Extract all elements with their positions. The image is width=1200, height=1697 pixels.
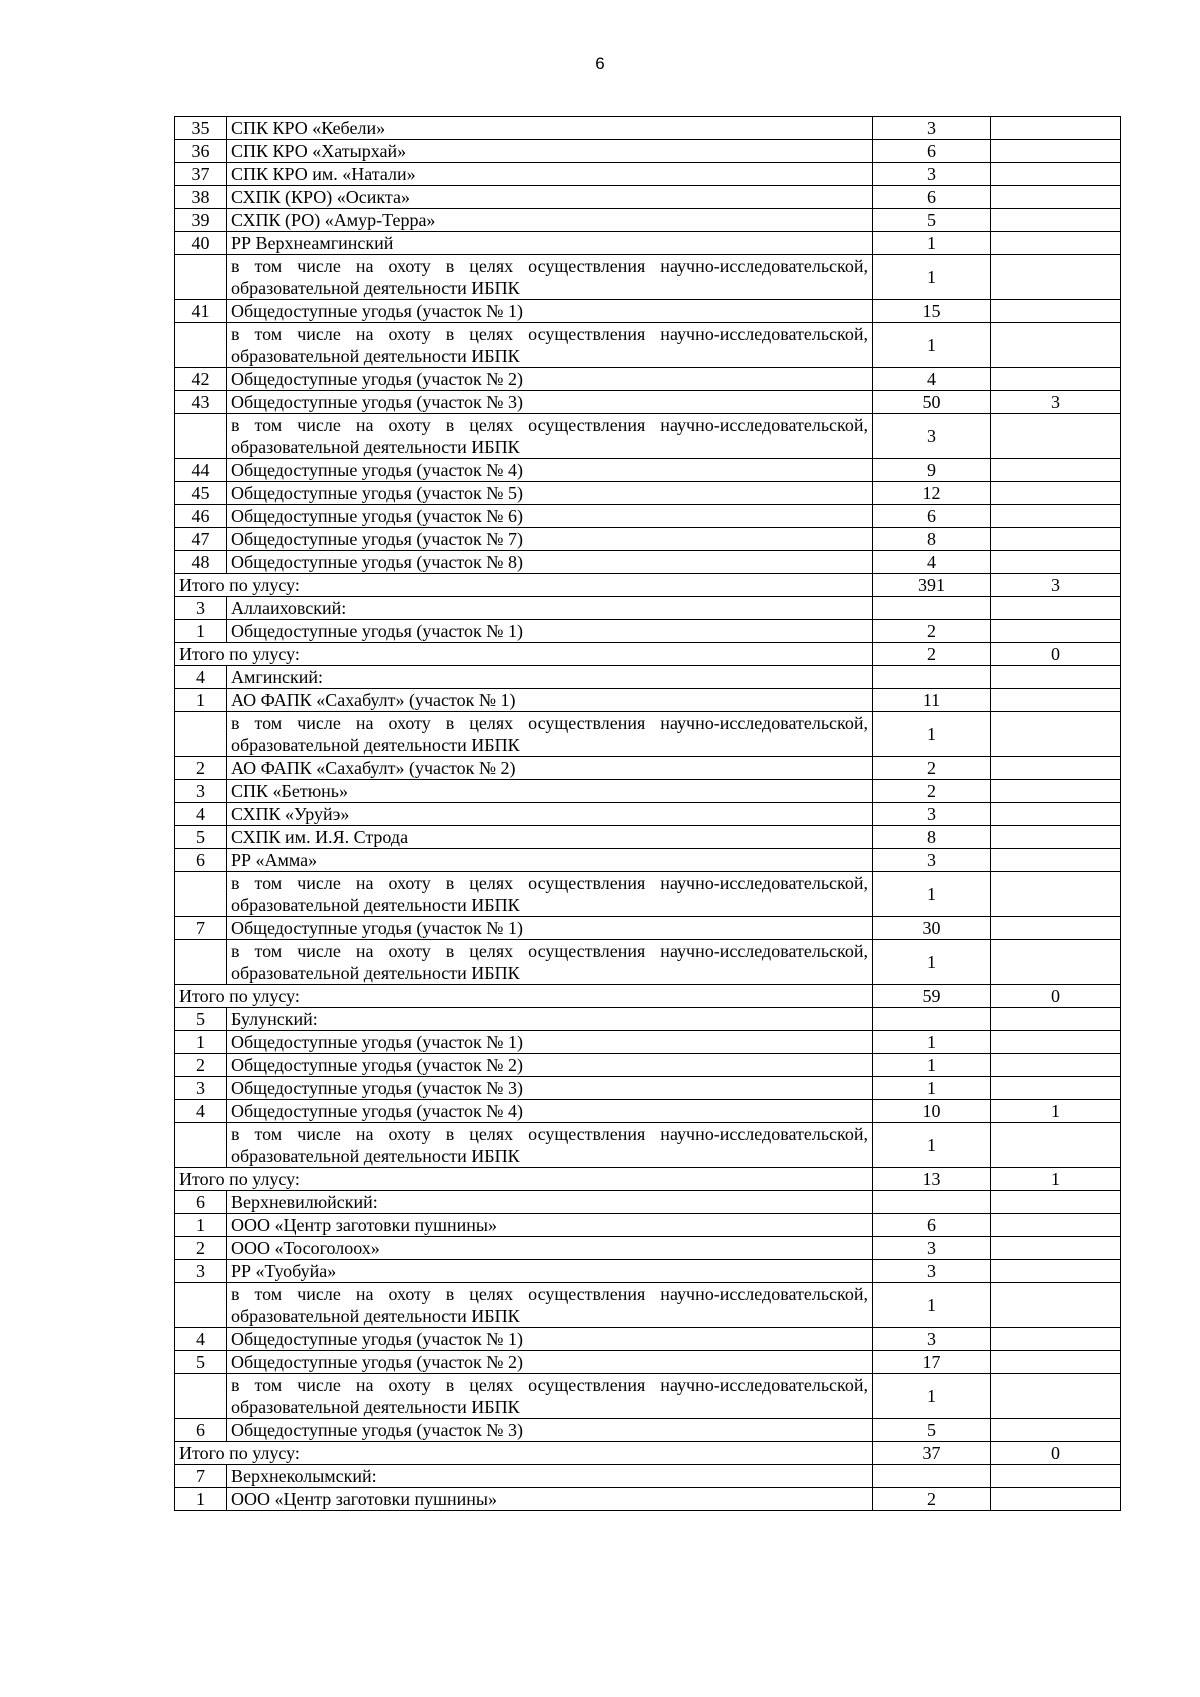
row-number: 5 [175,826,227,849]
value-cell-1: 3 [873,1260,991,1283]
value-cell-1 [873,1465,991,1488]
table-row [175,1465,1121,1488]
value-cell-2 [991,666,1121,689]
value-cell-2 [991,1191,1121,1214]
value-cell-2 [991,1374,1121,1419]
value-cell-1: 1 [873,1283,991,1328]
table-row [175,689,1121,712]
table-row [175,780,1121,803]
value-cell-2 [991,414,1121,459]
row-name: РР Верхнеамгинский [227,232,873,255]
value-cell-2 [991,1054,1121,1077]
sub-row [175,1283,1121,1328]
table-row [175,505,1121,528]
row-number: 3 [175,1260,227,1283]
table-row [175,1100,1121,1123]
value-cell-2 [991,1351,1121,1374]
value-cell-1: 37 [873,1442,991,1465]
row-name: СХПК (РО) «Амур-Терра» [227,209,873,232]
value-cell-1: 1 [873,1031,991,1054]
row-number: 1 [175,620,227,643]
value-cell-2 [991,712,1121,757]
value-cell-2 [991,482,1121,505]
row-name: Общедоступные угодья (участок № 2) [227,1054,873,1077]
sub-row [175,414,1121,459]
row-number: 42 [175,368,227,391]
value-cell-2 [991,1214,1121,1237]
row-name: ООО «Центр заготовки пушнины» [227,1488,873,1511]
total-label: Итого по улусу: [175,574,873,597]
row-name: Общедоступные угодья (участок № 1) [227,1328,873,1351]
row-name: Общедоступные угодья (участок № 1) [227,1031,873,1054]
sub-description: в том числе на охоту в целях осуществления научно-исследовательской, образовательной деятельности ИБПК [227,940,873,985]
table-row [175,117,1121,140]
value-cell-1: 3 [873,803,991,826]
value-cell-1: 12 [873,482,991,505]
table-row [175,186,1121,209]
value-cell-2 [991,826,1121,849]
row-name: Амгинский: [227,666,873,689]
table-row [175,803,1121,826]
table-row [175,1351,1121,1374]
value-cell-2 [991,1419,1121,1442]
row-number [175,1374,227,1419]
table-row [175,1031,1121,1054]
row-name: Общедоступные угодья (участок № 1) [227,917,873,940]
value-cell-2: 1 [991,1168,1121,1191]
value-cell-2 [991,186,1121,209]
row-number: 5 [175,1008,227,1031]
value-cell-2: 0 [991,643,1121,666]
value-cell-1: 6 [873,505,991,528]
value-cell-2 [991,232,1121,255]
table-row [175,300,1121,323]
row-number: 4 [175,1100,227,1123]
table-row [175,1237,1121,1260]
value-cell-1: 1 [873,1123,991,1168]
sub-row [175,1123,1121,1168]
row-number: 39 [175,209,227,232]
sub-description: в том числе на охоту в целях осуществления научно-исследовательской, образовательной деятельности ИБПК [227,872,873,917]
value-cell-1: 1 [873,872,991,917]
value-cell-1: 4 [873,551,991,574]
row-name: Верхнеколымский: [227,1465,873,1488]
row-number: 6 [175,1191,227,1214]
table-row [175,1488,1121,1511]
total-label: Итого по улусу: [175,985,873,1008]
row-name: Общедоступные угодья (участок № 3) [227,1419,873,1442]
value-cell-1: 9 [873,459,991,482]
row-number [175,712,227,757]
value-cell-1: 3 [873,1328,991,1351]
value-cell-2 [991,459,1121,482]
table-row [175,1214,1121,1237]
value-cell-2 [991,505,1121,528]
row-name: Общедоступные угодья (участок № 5) [227,482,873,505]
row-name: Общедоступные угодья (участок № 2) [227,368,873,391]
value-cell-2: 1 [991,1100,1121,1123]
value-cell-1: 1 [873,1077,991,1100]
sub-row [175,940,1121,985]
table-row [175,1191,1121,1214]
value-cell-1: 2 [873,643,991,666]
row-name: СХПК «Уруйэ» [227,803,873,826]
quota-table [174,116,1121,1511]
row-number [175,323,227,368]
value-cell-1: 1 [873,255,991,300]
value-cell-2 [991,551,1121,574]
table-row [175,528,1121,551]
table-row [175,917,1121,940]
sub-row [175,255,1121,300]
total-row [175,1168,1121,1191]
table-row [175,1328,1121,1351]
table-row [175,391,1121,414]
value-cell-2 [991,1328,1121,1351]
table-row [175,1054,1121,1077]
row-name: ООО «Тосоголоох» [227,1237,873,1260]
table-row [175,232,1121,255]
row-name: Общедоступные угодья (участок № 1) [227,300,873,323]
value-cell-2 [991,917,1121,940]
row-name: Булунский: [227,1008,873,1031]
value-cell-1: 3 [873,1237,991,1260]
value-cell-2 [991,117,1121,140]
row-number: 7 [175,1465,227,1488]
table-row [175,1077,1121,1100]
value-cell-2 [991,1123,1121,1168]
value-cell-2 [991,368,1121,391]
value-cell-1: 3 [873,117,991,140]
quota-table-body [175,117,1121,1511]
value-cell-2 [991,163,1121,186]
value-cell-2 [991,528,1121,551]
table-row [175,163,1121,186]
row-name: СПК КРО «Кебели» [227,117,873,140]
value-cell-2: 0 [991,1442,1121,1465]
value-cell-1: 1 [873,940,991,985]
value-cell-1 [873,1008,991,1031]
row-number: 2 [175,1237,227,1260]
table-row [175,757,1121,780]
row-number: 44 [175,459,227,482]
value-cell-2 [991,780,1121,803]
value-cell-2 [991,849,1121,872]
value-cell-2 [991,803,1121,826]
value-cell-2 [991,1008,1121,1031]
row-name: РР «Туобуйа» [227,1260,873,1283]
row-name: СПК КРО «Хатырхай» [227,140,873,163]
table-row [175,666,1121,689]
value-cell-1: 6 [873,140,991,163]
value-cell-2 [991,255,1121,300]
row-number: 3 [175,780,227,803]
row-number: 45 [175,482,227,505]
row-number: 1 [175,1031,227,1054]
row-number: 1 [175,1488,227,1511]
row-number: 7 [175,917,227,940]
value-cell-1: 13 [873,1168,991,1191]
total-label: Итого по улусу: [175,1168,873,1191]
row-number [175,414,227,459]
value-cell-2 [991,209,1121,232]
value-cell-1: 2 [873,757,991,780]
table-row [175,1008,1121,1031]
value-cell-1: 2 [873,780,991,803]
row-name: Общедоступные угодья (участок № 4) [227,1100,873,1123]
row-name: РР «Амма» [227,849,873,872]
value-cell-2 [991,140,1121,163]
sub-description: в том числе на охоту в целях осуществления научно-исследовательской, образовательной деятельности ИБПК [227,1374,873,1419]
sub-row [175,1374,1121,1419]
value-cell-1: 8 [873,528,991,551]
row-number [175,255,227,300]
value-cell-1: 30 [873,917,991,940]
table-row [175,1419,1121,1442]
total-label: Итого по улусу: [175,1442,873,1465]
value-cell-1: 50 [873,391,991,414]
value-cell-2 [991,323,1121,368]
value-cell-1: 5 [873,1419,991,1442]
row-number: 2 [175,1054,227,1077]
value-cell-2 [991,1283,1121,1328]
table-row [175,459,1121,482]
total-label: Итого по улусу: [175,643,873,666]
row-name: Общедоступные угодья (участок № 4) [227,459,873,482]
value-cell-2 [991,1260,1121,1283]
table-row [175,620,1121,643]
row-number: 6 [175,1419,227,1442]
row-number: 6 [175,849,227,872]
row-number: 4 [175,666,227,689]
value-cell-1: 11 [873,689,991,712]
value-cell-2 [991,872,1121,917]
row-number [175,1283,227,1328]
row-number: 38 [175,186,227,209]
row-name: Общедоступные угодья (участок № 2) [227,1351,873,1374]
table-row [175,826,1121,849]
row-name: Общедоступные угодья (участок № 6) [227,505,873,528]
row-name: Общедоступные угодья (участок № 3) [227,1077,873,1100]
table-row [175,209,1121,232]
row-number: 4 [175,803,227,826]
value-cell-2 [991,1031,1121,1054]
value-cell-1: 10 [873,1100,991,1123]
value-cell-2 [991,689,1121,712]
value-cell-1 [873,666,991,689]
total-row [175,985,1121,1008]
value-cell-2 [991,1237,1121,1260]
row-name: Общедоступные угодья (участок № 1) [227,620,873,643]
table-row [175,1260,1121,1283]
sub-description: в том числе на охоту в целях осуществления научно-исследовательской, образовательной деятельности ИБПК [227,1283,873,1328]
value-cell-1: 1 [873,232,991,255]
value-cell-1: 2 [873,1488,991,1511]
table-row [175,849,1121,872]
total-row [175,643,1121,666]
table-row [175,482,1121,505]
row-name: АО ФАПК «Сахабулт» (участок № 1) [227,689,873,712]
value-cell-1: 5 [873,209,991,232]
row-name: Общедоступные угодья (участок № 3) [227,391,873,414]
sub-row [175,712,1121,757]
row-number: 5 [175,1351,227,1374]
row-number [175,1123,227,1168]
row-number: 43 [175,391,227,414]
sub-description: в том числе на охоту в целях осуществления научно-исследовательской, образовательной деятельности ИБПК [227,255,873,300]
row-number: 47 [175,528,227,551]
table-row [175,368,1121,391]
row-number: 1 [175,1214,227,1237]
value-cell-1: 6 [873,186,991,209]
value-cell-2 [991,597,1121,620]
row-number: 1 [175,689,227,712]
row-number: 35 [175,117,227,140]
table-row [175,140,1121,163]
row-number: 3 [175,1077,227,1100]
total-row [175,1442,1121,1465]
row-number: 2 [175,757,227,780]
value-cell-1: 3 [873,849,991,872]
value-cell-1: 4 [873,368,991,391]
value-cell-2: 3 [991,574,1121,597]
value-cell-1: 3 [873,163,991,186]
row-number [175,872,227,917]
value-cell-1: 6 [873,1214,991,1237]
value-cell-1: 8 [873,826,991,849]
row-name: СХПК (КРО) «Осикта» [227,186,873,209]
row-number [175,940,227,985]
value-cell-1: 1 [873,712,991,757]
row-name: Общедоступные угодья (участок № 7) [227,528,873,551]
row-number: 46 [175,505,227,528]
value-cell-2: 0 [991,985,1121,1008]
value-cell-2 [991,940,1121,985]
sub-row [175,872,1121,917]
row-name: Общедоступные угодья (участок № 8) [227,551,873,574]
total-row [175,574,1121,597]
value-cell-1: 17 [873,1351,991,1374]
row-number: 48 [175,551,227,574]
row-number: 41 [175,300,227,323]
value-cell-1 [873,597,991,620]
table-row [175,597,1121,620]
row-name: ООО «Центр заготовки пушнины» [227,1214,873,1237]
value-cell-2 [991,300,1121,323]
value-cell-1: 1 [873,1054,991,1077]
value-cell-2 [991,757,1121,780]
row-name: СХПК им. И.Я. Строда [227,826,873,849]
value-cell-1 [873,1191,991,1214]
sub-description: в том числе на охоту в целях осуществления научно-исследовательской, образовательной деятельности ИБПК [227,323,873,368]
value-cell-1: 3 [873,414,991,459]
row-number: 36 [175,140,227,163]
sub-description: в том числе на охоту в целях осуществления научно-исследовательской, образовательной деятельности ИБПК [227,414,873,459]
value-cell-2: 3 [991,391,1121,414]
row-number: 40 [175,232,227,255]
value-cell-1: 391 [873,574,991,597]
value-cell-1: 1 [873,1374,991,1419]
row-name: Верхневилюйский: [227,1191,873,1214]
value-cell-1: 15 [873,300,991,323]
row-name: СПК «Бетюнь» [227,780,873,803]
row-name: Аллаиховский: [227,597,873,620]
value-cell-2 [991,1465,1121,1488]
value-cell-1: 59 [873,985,991,1008]
page-number: 6 [595,54,605,73]
value-cell-1: 2 [873,620,991,643]
value-cell-2 [991,620,1121,643]
row-name: АО ФАПК «Сахабулт» (участок № 2) [227,757,873,780]
sub-description: в том числе на охоту в целях осуществления научно-исследовательской, образовательной деятельности ИБПК [227,712,873,757]
row-number: 37 [175,163,227,186]
row-number: 3 [175,597,227,620]
value-cell-2 [991,1488,1121,1511]
sub-description: в том числе на охоту в целях осуществления научно-исследовательской, образовательной деятельности ИБПК [227,1123,873,1168]
value-cell-2 [991,1077,1121,1100]
row-number: 4 [175,1328,227,1351]
sub-row [175,323,1121,368]
value-cell-1: 1 [873,323,991,368]
table-row [175,551,1121,574]
row-name: СПК КРО им. «Натали» [227,163,873,186]
